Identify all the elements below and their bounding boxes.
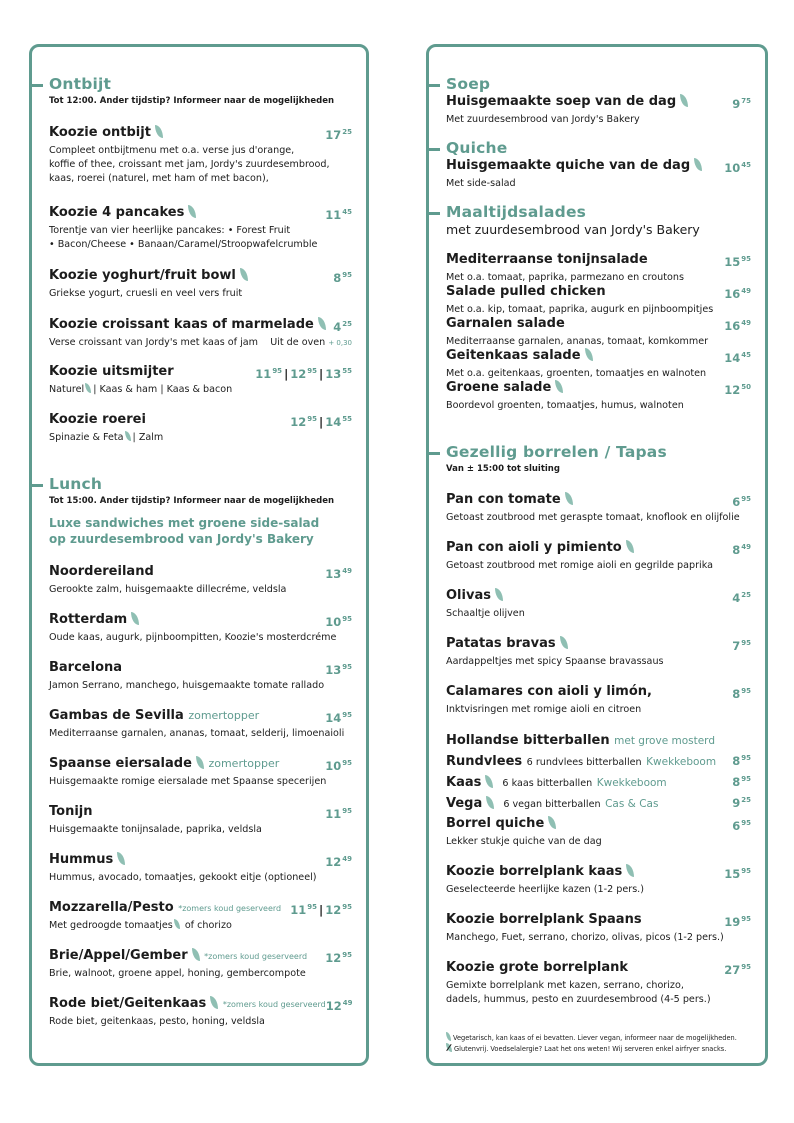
section-subtitle: met zuurdesembrood van Jordy's Bakery xyxy=(446,222,700,237)
item-name: Koozie croissant kaas of marmelade xyxy=(49,317,314,332)
legend-vegetarian: Vegetarisch, kan kaas of ei bevatten. Liever vegan, informeer naar de mogelijkheden. xyxy=(453,1034,737,1042)
item-price: $11^{45}$ xyxy=(325,208,352,222)
menu-item xyxy=(49,563,352,597)
section-lunch xyxy=(49,475,352,547)
item-description: Schaaltje olijven xyxy=(446,608,525,619)
section-quiche xyxy=(446,139,751,191)
menu-item xyxy=(49,363,352,397)
section-note: Tot 12:00. Ander tijdstip? Informeer naar de mogelijkheden xyxy=(49,96,335,106)
item-tag: *zomers koud geserveerd xyxy=(178,904,282,913)
menu-item xyxy=(49,611,352,645)
item-name: Koozie yoghurt/fruit bowl xyxy=(49,268,236,283)
vegetarian-leaf-icon xyxy=(548,816,556,829)
vegetarian-leaf-icon xyxy=(585,348,593,361)
item-name: Noordereiland xyxy=(49,564,154,579)
menu-item xyxy=(446,863,751,897)
item-price: $6^{95}$ xyxy=(732,495,751,509)
item-name: Patatas bravas xyxy=(446,636,556,651)
item-price: $12^{95}$ | $14^{55}$ xyxy=(290,415,352,429)
item-description: Spinazie & Feta | Zalm xyxy=(49,432,164,443)
bitterballen-group xyxy=(446,732,751,813)
menu-item xyxy=(49,267,352,301)
item-description: Torentje van vier heerlijke pancakes: • Forest Fruit xyxy=(49,225,291,236)
menu-item xyxy=(49,411,352,445)
vegetarian-leaf-icon xyxy=(131,612,139,625)
item-description: Hummus, avocado, tomaatjes, gekookt eitje (optioneel) xyxy=(49,872,317,883)
item-name: Salade pulled chicken xyxy=(446,284,606,299)
item-description: Getoast zoutbrood met geraspte tomaat, knoflook en olijfolie xyxy=(446,512,740,523)
vegetarian-leaf-icon xyxy=(555,380,563,393)
item-price: $8^{49}$ xyxy=(732,543,751,557)
item-name: Borrel quiche xyxy=(446,816,545,831)
item-description: Boordevol groenten, tomaatjes, humus, walnoten xyxy=(446,400,684,411)
item-name: Koozie uitsmijter xyxy=(49,364,174,379)
vegetarian-leaf-icon xyxy=(196,756,204,769)
section-title: Gezellig borrelen / Tapas xyxy=(446,443,751,461)
item-price: $7^{95}$ xyxy=(732,639,751,653)
section-title: Lunch xyxy=(49,475,352,493)
section-title: Quiche xyxy=(446,139,751,157)
item-price: $10^{95}$ xyxy=(325,759,352,773)
item-name: Mediterraanse tonijnsalade xyxy=(446,252,648,267)
item-name: Rode biet/Geitenkaas xyxy=(49,996,207,1011)
item-tag: *zomers koud geserveerd xyxy=(204,952,308,961)
item-description: Inktvisringen met romige aioli en citroen xyxy=(446,704,642,715)
item-price: $11^{95}$ | $12^{95}$ xyxy=(290,903,352,917)
menu-item xyxy=(49,899,352,933)
menu-item xyxy=(49,204,352,252)
menu-item xyxy=(446,283,751,317)
menu-item xyxy=(49,947,352,981)
item-price: $17^{25}$ xyxy=(325,128,352,142)
item-price: $9^{25}$ xyxy=(732,796,751,810)
section-soep xyxy=(446,75,751,127)
item-description: Compleet ontbijtmenu met o.a. verse jus d'orange, xyxy=(49,145,295,156)
item-price: $8^{95}$ xyxy=(333,271,352,285)
item-name: Gambas de Sevilla xyxy=(49,708,184,723)
item-name: Olivas xyxy=(446,588,491,603)
section-title: Soep xyxy=(446,75,751,93)
vegetarian-leaf-icon xyxy=(694,158,702,171)
item-name: Koozie borrelplank Spaans xyxy=(446,912,642,927)
menu-item xyxy=(446,379,751,413)
item-description: Griekse yogurt, cruesli en veel vers fruit xyxy=(49,288,243,299)
menu-item xyxy=(446,587,751,621)
menu-item xyxy=(49,851,352,885)
vegetarian-leaf-icon xyxy=(486,796,494,809)
menu-item xyxy=(446,491,751,525)
item-description: Oude kaas, augurk, pijnboompitten, Koozie's mosterdcréme xyxy=(49,632,337,643)
section-tapas xyxy=(446,443,751,475)
item-description: Manchego, Fuet, serrano, chorizo, olivas, picos (1-2 pers.) xyxy=(446,932,724,943)
menu-item xyxy=(446,815,751,849)
item-name: Koozie roerei xyxy=(49,412,146,427)
item-description: • Bacon/Cheese • Banaan/Caramel/Stroopwafelcrumble xyxy=(49,239,318,250)
dietary-legend xyxy=(446,1032,751,1054)
item-description: Lekker stukje quiche van de dag xyxy=(446,836,602,847)
vegetarian-leaf-icon xyxy=(446,1032,451,1041)
item-name: Tonijn xyxy=(49,804,93,819)
menu-item xyxy=(49,124,352,186)
item-price: $12^{49}$ xyxy=(325,855,352,869)
item-name: Geitenkaas salade xyxy=(446,348,581,363)
item-name: Barcelona xyxy=(49,660,123,675)
item-description: Met o.a. geitenkaas, groenten, tomaatjes en walnoten xyxy=(446,368,707,379)
item-name: Koozie ontbijt xyxy=(49,125,151,140)
item-description: Verse croissant van Jordy's met kaas of jam Uit de oven + 0,30 xyxy=(49,337,353,348)
left-menu-panel xyxy=(29,44,369,1066)
item-description: Met side-salad xyxy=(446,178,516,189)
item-price: $19^{95}$ xyxy=(724,915,751,929)
item-price: $15^{95}$ xyxy=(724,255,751,269)
item-description: Gemixte borrelplank met kazen, serrano, chorizo, xyxy=(446,980,684,991)
item-description: Met o.a. tomaat, paprika, parmezano en croutons xyxy=(446,272,684,283)
vegetarian-leaf-icon xyxy=(560,636,568,649)
vegetarian-leaf-icon xyxy=(85,383,91,393)
item-tag: *zomers koud geserveerd xyxy=(222,1000,326,1009)
item-price: $15^{95}$ xyxy=(724,867,751,881)
item-name: Calamares con aioli y limón, xyxy=(446,684,652,699)
item-price: $12^{50}$ xyxy=(724,383,751,397)
item-name: Huisgemaakte soep van de dag xyxy=(446,94,677,109)
item-description: Jamon Serrano, manchego, huisgemaakte tomate rallado xyxy=(49,680,325,691)
item-price: $8^{95}$ xyxy=(732,687,751,701)
vegetarian-leaf-icon xyxy=(318,317,326,330)
item-description: Brie, walnoot, groene appel, honing, gembercompote xyxy=(49,968,306,979)
menu-item xyxy=(446,539,751,573)
item-price: $16^{49}$ xyxy=(724,287,751,301)
item-description: Huisgemaakte romige eiersalade met Spaanse specerijen xyxy=(49,776,327,787)
item-tag: zomertopper xyxy=(188,709,260,722)
item-name: Rotterdam xyxy=(49,612,128,627)
item-name: Garnalen salade xyxy=(446,316,565,331)
item-price: $11^{95}$ | $12^{95}$ | $13^{55}$ xyxy=(255,367,352,381)
item-name: Spaanse eiersalade xyxy=(49,756,192,771)
item-price: $9^{75}$ xyxy=(732,97,751,111)
menu-item xyxy=(446,635,751,669)
item-price: $10^{95}$ xyxy=(325,615,352,629)
item-price: $27^{95}$ xyxy=(724,963,751,977)
vegetarian-leaf-icon xyxy=(174,919,180,929)
item-tag: zomertopper xyxy=(208,757,280,770)
item-description: koffie of thee, croissant met jam, Jordy's zuurdesembrood, xyxy=(49,159,330,170)
oven-option-price: + 0,30 xyxy=(328,339,353,347)
item-description: Rode biet, geitenkaas, pesto, honing, veldsla xyxy=(49,1016,265,1027)
item-price: $13^{95}$ xyxy=(325,663,352,677)
right-menu-panel xyxy=(426,44,768,1066)
item-name: Hollandse bitterballen xyxy=(446,733,610,748)
item-price: $8^{95}$ xyxy=(732,754,751,768)
item-name: Mozzarella/Pesto xyxy=(49,900,174,915)
section-subtitle: Luxe sandwiches met groene side-salad op zuurdesembrood van Jordy's Bakery xyxy=(49,516,320,546)
item-description: Mediterraanse garnalen, ananas, tomaat, komkommer xyxy=(446,336,709,347)
legend-glutenfree: Glutenvrij. Voedselalergie? Laat het ons weten! Wij serveren enkel airfryer snacks. xyxy=(454,1045,727,1053)
menu-item xyxy=(49,755,352,789)
item-name: Pan con aioli y pimiento xyxy=(446,540,622,555)
vegetarian-leaf-icon xyxy=(188,205,196,218)
vegetarian-leaf-icon xyxy=(155,125,163,138)
item-description: Met gedroogde tomaatjes of chorizo xyxy=(49,920,232,931)
bitterballen-row: Vega 6 vegan bitterballen Cas & Cas $9^{25}$ xyxy=(446,792,751,813)
item-name: Brie/Appel/Gember xyxy=(49,948,188,963)
vegetarian-leaf-icon xyxy=(626,540,634,553)
menu-item xyxy=(49,659,352,693)
menu-item xyxy=(446,251,751,285)
section-ontbijt xyxy=(49,75,352,107)
item-price: $11^{95}$ xyxy=(325,807,352,821)
item-name: Koozie 4 pancakes xyxy=(49,205,185,220)
item-description: Gerookte zalm, huisgemaakte dillecréme, veldsla xyxy=(49,584,287,595)
menu-item xyxy=(446,911,751,945)
item-name: Hummus xyxy=(49,852,114,867)
bitterballen-row: Rundvlees 6 rundvlees bitterballen Kwekkeboom $8^{95}$ xyxy=(446,750,751,771)
vegetarian-leaf-icon xyxy=(192,948,200,961)
section-title: Maaltijdsalades xyxy=(446,203,751,221)
section-note: Tot 15:00. Ander tijdstip? Informeer naar de mogelijkheden xyxy=(49,496,335,506)
menu-item xyxy=(446,683,751,717)
vegetarian-leaf-icon xyxy=(626,864,634,877)
vegetarian-leaf-icon xyxy=(565,492,573,505)
vegetarian-leaf-icon xyxy=(485,775,493,788)
menu-item xyxy=(49,803,352,837)
item-price: $6^{95}$ xyxy=(732,819,751,833)
item-price: $4^{25}$ xyxy=(333,320,352,334)
item-description: Geselecteerde heerlijke kazen (1-2 pers.) xyxy=(446,884,644,895)
item-price: $14^{95}$ xyxy=(325,711,352,725)
item-price: $8^{95}$ xyxy=(732,775,751,789)
item-description: kaas, roerei (naturel, met ham of met bacon), xyxy=(49,173,269,184)
bitterballen-row: Kaas 6 kaas bitterballen Kwekkeboom $8^{95}$ xyxy=(446,771,751,792)
vegetarian-leaf-icon xyxy=(680,94,688,107)
item-description: dadels, hummus, pesto en zuurdesembrood (4-5 pers.) xyxy=(446,994,711,1005)
item-description: Naturel | Kaas & ham | Kaas & bacon xyxy=(49,384,233,395)
item-price: $13^{49}$ xyxy=(325,567,352,581)
item-name: Koozie borrelplank kaas xyxy=(446,864,623,879)
item-price: $12^{49}$ xyxy=(325,999,353,1013)
section-maaltijdsalades xyxy=(446,203,751,238)
item-description: Getoast zoutbrood met romige aioli en gegrilde paprika xyxy=(446,560,713,571)
vegetarian-leaf-icon xyxy=(495,588,503,601)
menu-item xyxy=(446,315,751,349)
item-name: Groene salade xyxy=(446,380,552,395)
vegetarian-leaf-icon xyxy=(210,996,218,1009)
menu-item xyxy=(446,347,751,381)
gluten-free-icon xyxy=(446,1043,452,1052)
item-name: Koozie grote borrelplank xyxy=(446,960,629,975)
item-description: Met zuurdesembrood van Jordy's Bakery xyxy=(446,114,640,125)
item-price: $12^{95}$ xyxy=(325,951,352,965)
item-name: Huisgemaakte quiche van de dag xyxy=(446,158,691,173)
item-description: Mediterraanse garnalen, ananas, tomaat, selderij, limoenaioli xyxy=(49,728,345,739)
menu-item xyxy=(446,959,751,1007)
menu-item xyxy=(49,707,352,741)
item-price: $16^{49}$ xyxy=(724,319,751,333)
item-description: Met o.a. kip, tomaat, paprika, augurk en pijnboompitjes xyxy=(446,304,714,315)
item-price: $10^{45}$ xyxy=(724,161,751,175)
section-note: Van ± 15:00 tot sluiting xyxy=(446,464,560,474)
item-description: Aardappeltjes met spicy Spaanse bravassaus xyxy=(446,656,664,667)
vegetarian-leaf-icon xyxy=(240,268,248,281)
item-description: Huisgemaakte tonijnsalade, paprika, veldsla xyxy=(49,824,262,835)
vegetarian-leaf-icon xyxy=(125,431,131,441)
menu-item xyxy=(49,316,352,350)
section-title: Ontbijt xyxy=(49,75,352,93)
menu-item xyxy=(49,995,352,1029)
item-tag: met grove mosterd xyxy=(614,735,715,747)
item-name: Pan con tomate xyxy=(446,492,561,507)
oven-option: Uit de oven xyxy=(270,337,326,348)
vegetarian-leaf-icon xyxy=(117,852,125,865)
item-price: $4^{25}$ xyxy=(732,591,751,605)
item-price: $14^{45}$ xyxy=(724,351,751,365)
